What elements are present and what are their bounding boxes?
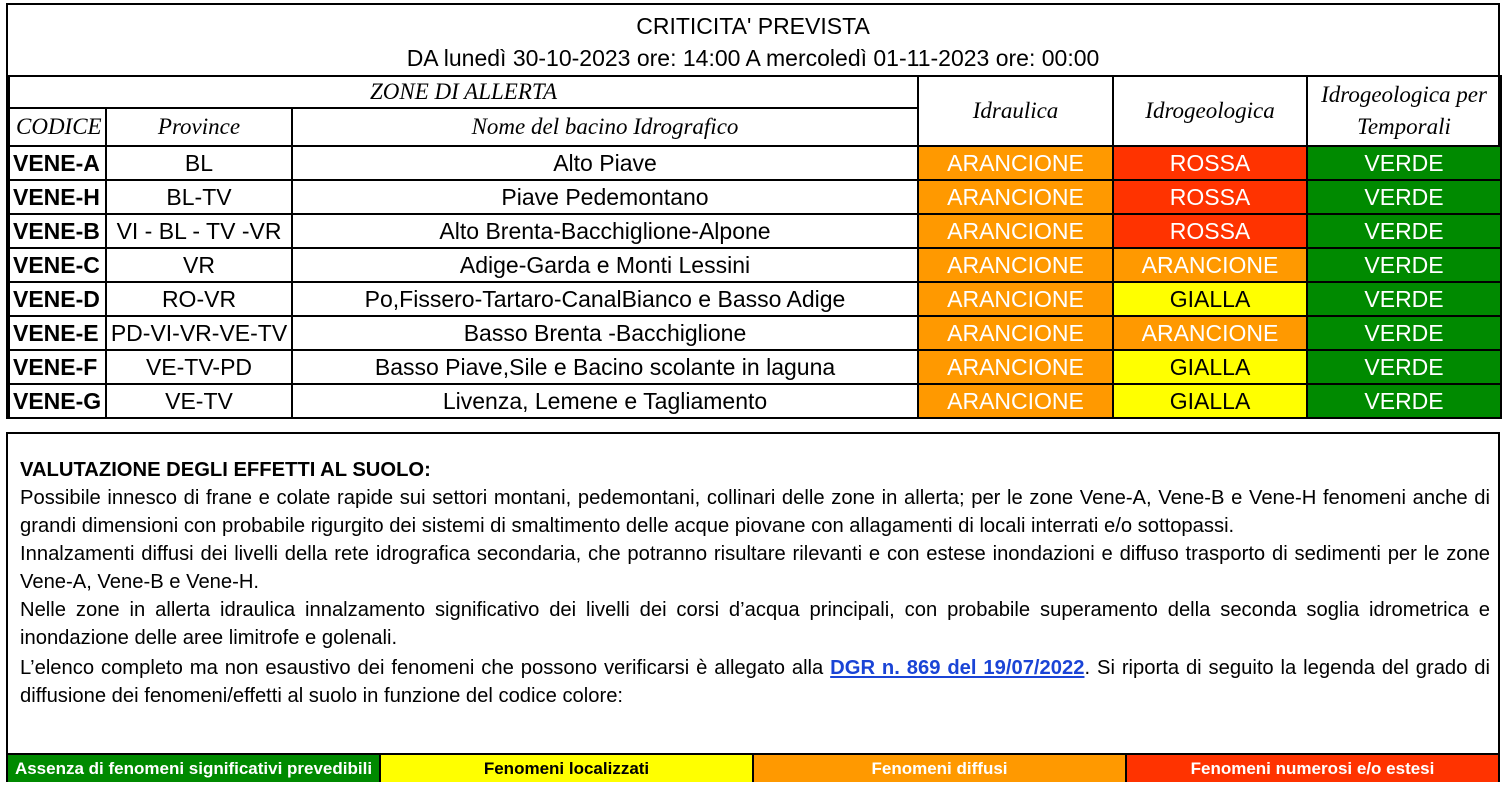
level-temporali: VERDE xyxy=(1307,248,1501,282)
dgr-link[interactable]: DGR n. 869 del 19/07/2022 xyxy=(830,657,1085,679)
level-idraulica: ARANCIONE xyxy=(918,384,1113,418)
effects-paragraph-3: Nelle zone in allerta idraulica innalzamento significativo dei livelli dei corsi d’acqua principali, con probabile superamento della seconda soglia idrometrica e inondazione delle aree limitrofe e golenali. xyxy=(20,599,1490,649)
zone-province: VE-TV xyxy=(106,384,292,418)
col-temporali-header: Idrogeologica per Temporali xyxy=(1307,76,1501,146)
zone-code: VENE-F xyxy=(9,350,106,384)
table-row xyxy=(9,248,1501,282)
zone-province: VE-TV-PD xyxy=(106,350,292,384)
level-idrogeologica: ARANCIONE xyxy=(1113,248,1307,282)
zone-code: VENE-D xyxy=(9,282,106,316)
alert-table-body xyxy=(9,76,1501,418)
col-bacino-header: Nome del bacino Idrografico xyxy=(292,108,918,146)
level-idrogeologica: GIALLA xyxy=(1113,384,1307,418)
level-idrogeologica: ROSSA xyxy=(1113,146,1307,180)
color-legend xyxy=(8,753,1498,782)
effects-panel xyxy=(6,432,1500,782)
legend-item: Fenomeni localizzati xyxy=(381,755,754,782)
effects-heading: VALUTAZIONE DEGLI EFFETTI AL SUOLO: xyxy=(20,459,431,481)
table-row xyxy=(9,180,1501,214)
level-idraulica: ARANCIONE xyxy=(918,282,1113,316)
level-idrogeologica: ROSSA xyxy=(1113,180,1307,214)
level-temporali: VERDE xyxy=(1307,316,1501,350)
col-codice-header: CODICE xyxy=(9,108,106,146)
table-row xyxy=(9,384,1501,418)
level-temporali: VERDE xyxy=(1307,384,1501,418)
level-idrogeologica: ARANCIONE xyxy=(1113,316,1307,350)
level-idrogeologica: GIALLA xyxy=(1113,282,1307,316)
criticita-panel xyxy=(6,3,1500,419)
zone-bacino: Piave Pedemontano xyxy=(292,180,918,214)
page-title: CRITICITA' PREVISTA xyxy=(636,13,870,39)
zone-province: BL xyxy=(106,146,292,180)
table-row xyxy=(9,316,1501,350)
level-idraulica: ARANCIONE xyxy=(918,316,1113,350)
table-row xyxy=(9,214,1501,248)
zone-bacino: Adige-Garda e Monti Lessini xyxy=(292,248,918,282)
col-idrogeologica-header: Idrogeologica xyxy=(1113,76,1307,146)
level-idraulica: ARANCIONE xyxy=(918,146,1113,180)
level-temporali: VERDE xyxy=(1307,180,1501,214)
legend-item: Fenomeni numerosi e/o estesi xyxy=(1127,755,1498,782)
zone-group-header: ZONE DI ALLERTA xyxy=(9,76,918,108)
effects-paragraph-4-before: L’elenco completo ma non esaustivo dei fenomeni che possono verificarsi è allegato alla xyxy=(20,657,831,679)
legend-item: Assenza di fenomeni significativi prevedibili xyxy=(8,755,381,782)
table-row xyxy=(9,146,1501,180)
effects-paragraph-2: Innalzamenti diffusi dei livelli della rete idrografica secondaria, che potranno risultare rilevanti e con estese inondazioni e diffuso trasporto di sedimenti per le zone Vene-A, Vene-B e Vene-H. xyxy=(20,543,1490,593)
zone-code: VENE-B xyxy=(9,214,106,248)
zone-bacino: Alto Piave xyxy=(292,146,918,180)
level-idrogeologica: GIALLA xyxy=(1113,350,1307,384)
effects-paragraph-1: Possibile innesco di frane e colate rapide sui settori montani, pedemontani, collinari delle zone in allerta; per le zone Vene-A, Vene-B e Vene-H fenomeni anche di grandi dimensioni con probabile rigurgito dei sistemi di smaltimento delle acque piovane con allagamenti di locali interrati e/o sottopassi. xyxy=(20,487,1490,537)
zone-province: PD-VI-VR-VE-TV xyxy=(106,316,292,350)
legend-item: Fenomeni diffusi xyxy=(754,755,1127,782)
zone-province: RO-VR xyxy=(106,282,292,316)
level-idraulica: ARANCIONE xyxy=(918,350,1113,384)
level-idraulica: ARANCIONE xyxy=(918,180,1113,214)
level-idraulica: ARANCIONE xyxy=(918,214,1113,248)
level-temporali: VERDE xyxy=(1307,350,1501,384)
zone-bacino: Po,Fissero-Tartaro-CanalBianco e Basso Adige xyxy=(292,282,918,316)
table-row xyxy=(9,350,1501,384)
effects-paragraph-4-after: . Si riporta di seguito la legenda del grado di diffusione dei fenomeni/effetti al suolo in funzione del codice colore: xyxy=(20,657,1490,707)
level-idrogeologica: ROSSA xyxy=(1113,214,1307,248)
period-line: DA lunedì 30-10-2023 ore: 14:00 A mercoledì 01-11-2023 ore: 00:00 xyxy=(406,45,1100,71)
effects-text xyxy=(20,456,1490,710)
level-idraulica: ARANCIONE xyxy=(918,248,1113,282)
zone-bacino: Basso Brenta -Bacchiglione xyxy=(292,316,918,350)
zone-code: VENE-C xyxy=(9,248,106,282)
effects-paragraph-4 xyxy=(20,654,1490,710)
table-row xyxy=(9,282,1501,316)
level-temporali: VERDE xyxy=(1307,282,1501,316)
zone-province: BL-TV xyxy=(106,180,292,214)
zone-bacino: Livenza, Lemene e Tagliamento xyxy=(292,384,918,418)
zone-bacino: Basso Piave,Sile e Bacino scolante in laguna xyxy=(292,350,918,384)
level-temporali: VERDE xyxy=(1307,146,1501,180)
level-temporali: VERDE xyxy=(1307,214,1501,248)
zone-code: VENE-E xyxy=(9,316,106,350)
zone-code: VENE-G xyxy=(9,384,106,418)
col-province-header: Province xyxy=(106,108,292,146)
col-idraulica-header: Idraulica xyxy=(918,76,1113,146)
alert-table xyxy=(8,75,1502,419)
zone-province: VI - BL - TV -VR xyxy=(106,214,292,248)
zone-code: VENE-A xyxy=(9,146,106,180)
zone-province: VR xyxy=(106,248,292,282)
zone-bacino: Alto Brenta-Bacchiglione-Alpone xyxy=(292,214,918,248)
zone-code: VENE-H xyxy=(9,180,106,214)
